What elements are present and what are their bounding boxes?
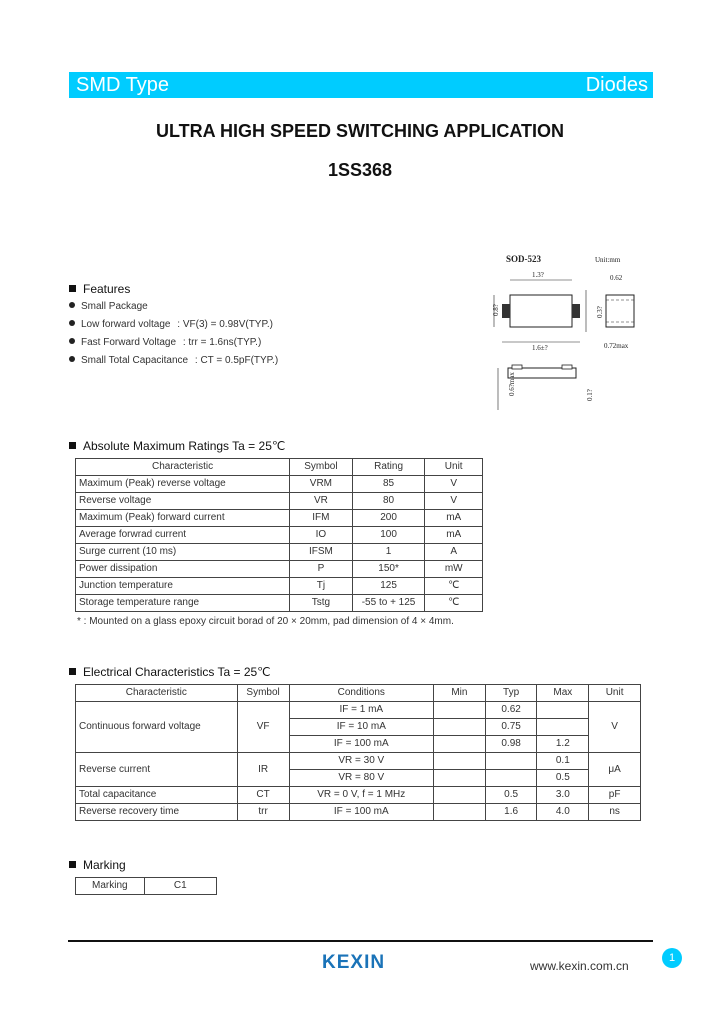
table-row: Maximum (Peak) forward current IFM 200 mA [76,510,483,527]
table-row: Maximum (Peak) reverse voltage VRM 85 V [76,476,483,493]
dim-length: 1.6±? [532,344,548,352]
feature-item: Small Package [69,300,278,318]
table-row: Reverse current IR VR = 30 V 0.1 μA [76,753,641,770]
elec-table [75,684,641,821]
feature-item: Fast Forward Voltage : trr = 1.6ns(TYP.) [69,336,278,354]
dim-lead: 0.3? [596,306,604,318]
section-square-icon [69,668,76,675]
marking-table [75,877,217,895]
features-list [69,300,278,372]
feature-value: : VF(3) = 0.98V(TYP.) [177,319,273,330]
section-square-icon [69,285,76,292]
table-header-row: Characteristic Symbol Rating Unit [76,459,483,476]
table-row: Average forwrad current IO 100 mA [76,527,483,544]
abs-max-table [75,458,483,612]
abs-max-note: * : Mounted on a glass epoxy circuit borad of 20 × 20mm, pad dimension of 4 × 4mm. [77,616,454,627]
table-row: VR = 80 V 0.5 [76,770,641,787]
table-row: IF = 100 mA 0.98 1.2 [76,736,641,753]
abs-max-heading: Absolute Maximum Ratings Ta = 25℃ [69,439,285,453]
feature-item: Small Total Capacitance : CT = 0.5pF(TYP.) [69,354,278,372]
dim-height: 0.8? [492,304,500,316]
table-row: Storage temperature range Tstg -55 to + 125 ℃ [76,595,483,612]
dim-profile-max: 0.6?max [508,372,516,396]
bullet-icon [69,320,75,326]
package-outline-svg [480,250,660,420]
table-row: Continuous forward voltage VF IF = 1 mA 0.62 V [76,702,641,719]
table-row: Reverse recovery time trr IF = 100 mA 1.6 4.0 ns [76,804,641,821]
feature-value: : trr = 1.6ns(TYP.) [182,337,262,348]
package-unit: Unit:mm [595,256,621,264]
header-bar [69,72,653,98]
header-type: Diodes [585,74,648,96]
elec-heading: Electrical Characteristics Ta = 25℃ [69,665,271,679]
table-row: Reverse voltage VR 80 V [76,493,483,510]
section-square-icon [69,861,76,868]
package-drawing [480,250,660,420]
footer-url[interactable]: www.kexin.com.cn [530,959,629,973]
page-number: 1 [662,948,682,968]
table-row: IF = 10 mA 0.75 [76,719,641,736]
table-row: Junction temperature Tj 125 ℃ [76,578,483,595]
kexin-logo: KEXIN [322,952,386,973]
dim-side-max: 0.72max [604,342,629,350]
dim-side-width: 0.62 [610,274,623,282]
bullet-icon [69,338,75,344]
section-square-icon [69,442,76,449]
feature-item: Low forward voltage : VF(3) = 0.98V(TYP.) [69,318,278,336]
table-header-row: Characteristic Symbol Conditions Min Typ Max Unit [76,685,641,702]
part-number: 1SS368 [327,160,393,180]
footer-divider [68,940,653,942]
bullet-icon [69,356,75,362]
table-row: Total capacitance CT VR = 0 V, f = 1 MHz 0.5 3.0 pF [76,787,641,804]
feature-value: : CT = 0.5pF(TYP.) [194,355,279,366]
header-category: SMD Type [76,74,169,96]
package-name: SOD-523 [506,254,542,264]
features-heading: Features [69,282,130,296]
dim-width: 1.3? [532,271,544,279]
document-title: ULTRA HIGH SPEED SWITCHING APPLICATION [156,121,564,141]
table-row: Marking C1 [76,878,217,895]
table-row: Power dissipation P 150* mW [76,561,483,578]
marking-heading: Marking [69,858,126,872]
table-row: Surge current (10 ms) IFSM 1 A [76,544,483,561]
bullet-icon [69,302,75,308]
dim-profile-lead: 0.1? [586,389,594,401]
